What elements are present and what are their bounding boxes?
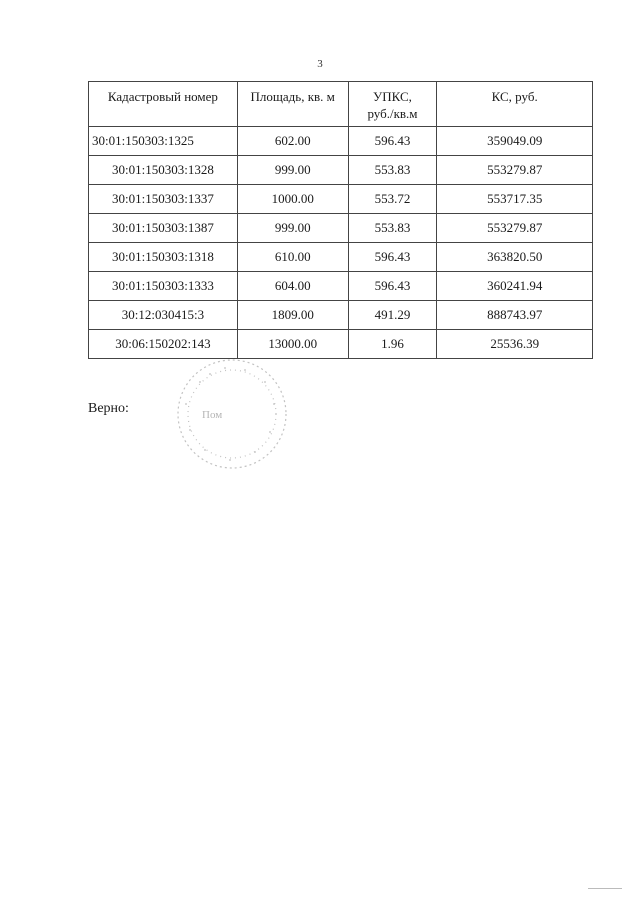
cell-ks: 888743.97	[437, 301, 593, 330]
cell-cadastral: 30:01:150303:1325	[89, 127, 238, 156]
cell-upks: 596.43	[348, 272, 437, 301]
table-row	[89, 243, 593, 272]
cell-upks: 1.96	[348, 330, 437, 359]
cell-upks: 596.43	[348, 243, 437, 272]
table-row	[89, 301, 593, 330]
cell-ks: 553279.87	[437, 156, 593, 185]
cell-area: 610.00	[237, 243, 348, 272]
cell-upks: 553.72	[348, 185, 437, 214]
cell-ks: 363820.50	[437, 243, 593, 272]
table-row	[89, 272, 593, 301]
cell-upks: 553.83	[348, 156, 437, 185]
header-upks-line1: УПКС,	[373, 89, 412, 104]
cell-cadastral: 30:01:150303:1328	[89, 156, 238, 185]
cell-ks: 553279.87	[437, 214, 593, 243]
cadastral-value-table	[88, 81, 593, 359]
cell-area: 13000.00	[237, 330, 348, 359]
cell-cadastral: 30:01:150303:1333	[89, 272, 238, 301]
cell-cadastral: 30:01:150303:1337	[89, 185, 238, 214]
header-ks: КС, руб.	[437, 82, 593, 127]
seal-text: Пом	[202, 409, 223, 421]
cell-cadastral: 30:01:150303:1387	[89, 214, 238, 243]
header-upks	[348, 82, 437, 127]
cell-cadastral: 30:01:150303:1318	[89, 243, 238, 272]
header-cadastral-number: Кадастровый номер	[89, 82, 238, 127]
table-row	[89, 127, 593, 156]
cell-upks: 553.83	[348, 214, 437, 243]
cell-area: 604.00	[237, 272, 348, 301]
cell-upks: 491.29	[348, 301, 437, 330]
cell-ks: 359049.09	[437, 127, 593, 156]
cell-ks: 360241.94	[437, 272, 593, 301]
cell-ks: 553717.35	[437, 185, 593, 214]
header-area: Площадь, кв. м	[237, 82, 348, 127]
confirmation-label: Верно:	[88, 401, 129, 416]
cell-area: 1000.00	[237, 185, 348, 214]
table-header-row	[89, 82, 593, 127]
cell-area: 1809.00	[237, 301, 348, 330]
table-row	[89, 330, 593, 359]
table-row	[89, 214, 593, 243]
official-seal-icon	[170, 352, 300, 472]
footer-mark	[588, 888, 622, 889]
cell-area: 999.00	[237, 156, 348, 185]
cell-cadastral: 30:06:150202:143	[89, 330, 238, 359]
table-row	[89, 185, 593, 214]
cell-ks: 25536.39	[437, 330, 593, 359]
page-number: 3	[317, 58, 323, 70]
cell-area: 602.00	[237, 127, 348, 156]
table-row	[89, 156, 593, 185]
header-upks-line2: руб./кв.м	[367, 106, 418, 121]
cell-area: 999.00	[237, 214, 348, 243]
cell-upks: 596.43	[348, 127, 437, 156]
cell-cadastral: 30:12:030415:3	[89, 301, 238, 330]
